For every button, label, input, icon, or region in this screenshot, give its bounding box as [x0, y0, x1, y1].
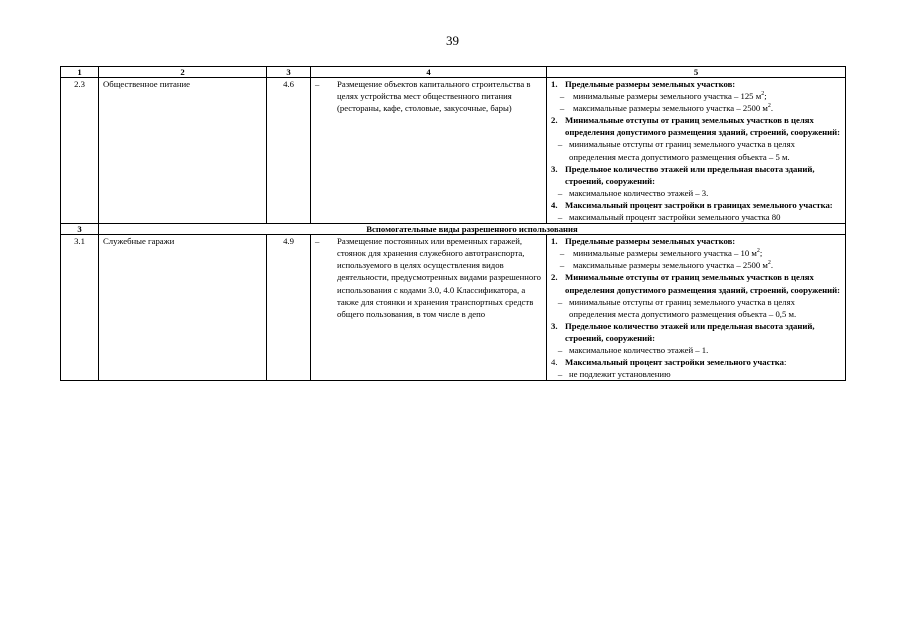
row-number: 2.3 — [61, 78, 99, 224]
header-col-5: 5 — [547, 67, 846, 78]
param-value: – максимальное количество этажей – 1. — [557, 344, 709, 355]
param-value: – максимальные размеры земельного участка – 2500 $м^2$. — [559, 103, 774, 114]
param-heading: 4. Максимальный процент застройки земельного участка: — [551, 357, 787, 368]
use-description-cell — [311, 235, 547, 381]
use-description-cell — [311, 78, 547, 224]
param-value: – максимальное количество этажей – 3. — [557, 187, 709, 198]
param-heading: 2. Минимальные отступы от границ земельных участков в целях определения допустимого размещения зданий, строений, сооружений: — [551, 115, 841, 138]
param-value: – минимальные размеры земельного участка – 10 $м^2$; — [559, 248, 763, 259]
use-description: Размещение объектов капитального строительства в целях устройства мест общественного питания (рестораны, кафе, столовые, закусочные, бары) — [337, 79, 531, 114]
param-heading: 4. Максимальный процент застройки в границах земельного участка: — [551, 199, 833, 210]
param-heading: 1. Предельные размеры земельных участков: — [551, 236, 736, 247]
param-value: – минимальные размеры земельного участка – 125 $м^2$; — [559, 91, 767, 102]
regulations-table — [60, 66, 846, 381]
table-header-row — [61, 67, 846, 78]
param-value: – максимальный процент застройки земельного участка 80 — [557, 212, 781, 223]
header-col-2: 2 — [99, 67, 267, 78]
parameters-cell — [547, 78, 846, 224]
section-title: Вспомогательные виды разрешенного использования — [99, 224, 846, 235]
use-code: 4.6 — [267, 78, 311, 224]
header-col-4: 4 — [311, 67, 547, 78]
header-col-1: 1 — [61, 67, 99, 78]
param-heading: 1. Предельные размеры земельных участков: — [551, 79, 736, 89]
use-name: Служебные гаражи — [99, 235, 267, 381]
param-heading: 3. Предельное количество этажей или предельная высота зданий, строений, сооружений: — [551, 320, 815, 343]
use-name: Общественное питание — [99, 78, 267, 224]
dash-marker: – — [315, 79, 320, 89]
param-value: – минимальные отступы от границ земельного участка в целях определения места допустимого размещения объекта – 5 м. — [557, 139, 795, 162]
section-row — [61, 224, 846, 235]
use-description: Размещение постоянных или временных гаражей, стоянок для хранения служебного автотранспорта, используемого в целях осуществления видов деятельности, предусмотренных видами разрешенного использования с кодами 3.0, 4.0 Классификатора, а также для стоянки и хранения транспортных средств общего пользования, в том числе в депо — [337, 236, 541, 319]
param-value: – не подлежит установлению — [557, 369, 671, 380]
page-number: 39 — [446, 33, 459, 48]
row-number: 3.1 — [61, 235, 99, 381]
section-number: 3 — [61, 224, 99, 235]
dash-marker: – — [315, 236, 320, 247]
table-row — [61, 78, 846, 224]
use-code: 4.9 — [267, 235, 311, 381]
param-value: – минимальные отступы от границ земельного участка в целях определения места допустимого размещения объекта – 0,5 м. — [557, 296, 797, 319]
param-heading: 2. Минимальные отступы от границ земельных участков в целях определения допустимого размещения зданий, строений, сооружений: — [551, 272, 841, 295]
table-row — [61, 235, 846, 381]
param-value: – максимальные размеры земельного участка – 2500 $м^2$. — [559, 260, 774, 271]
header-col-3: 3 — [267, 67, 311, 78]
parameters-cell — [547, 235, 846, 381]
param-heading: 3. Предельное количество этажей или предельная высота зданий, строений, сооружений: — [551, 163, 815, 186]
